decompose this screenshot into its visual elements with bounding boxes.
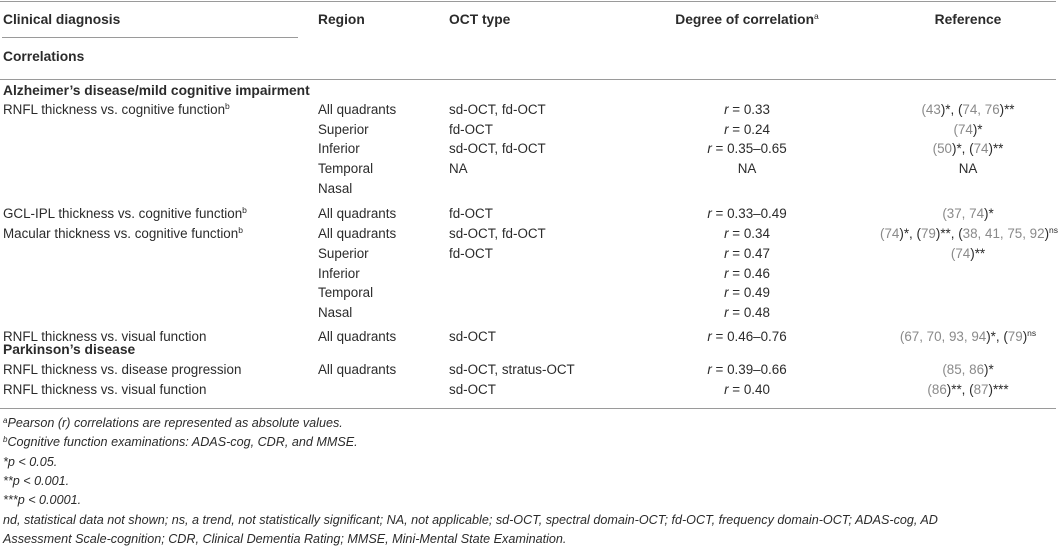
correlation-value: = 0.39–0.66 xyxy=(711,362,787,377)
cell-region: Superior xyxy=(318,121,369,137)
reference-citation[interactable]: ( xyxy=(927,381,932,397)
cell-region: All quadrants xyxy=(318,206,397,222)
cell-oct-type: NA xyxy=(449,161,468,177)
reference-citation[interactable]: 79 xyxy=(1007,328,1023,344)
reference-citation[interactable]: 86 xyxy=(931,381,947,397)
reference-punctuation: )* xyxy=(984,362,994,377)
table-bottom-rule xyxy=(0,408,1056,409)
footnote-text: Pearson (r) correlations are represented as absolute values. xyxy=(7,416,343,430)
correlation-symbol: r xyxy=(707,206,712,222)
cell-degree-of-correlation xyxy=(622,305,872,320)
footnote-mark: a xyxy=(3,416,8,425)
correlation-value: NA xyxy=(737,161,757,177)
reference-punctuation: )* xyxy=(972,121,983,137)
cell-degree-of-correlation xyxy=(622,226,872,241)
footnote-mark: b xyxy=(242,205,247,216)
cell-degree-of-correlation xyxy=(622,246,872,261)
cell-oct-type: fd-OCT xyxy=(449,245,493,261)
header-subrule xyxy=(2,37,298,38)
cell-degree-of-correlation xyxy=(622,285,872,300)
table-row xyxy=(0,102,1056,122)
reference-citation[interactable]: 79 xyxy=(920,226,936,242)
cell-region: Temporal xyxy=(318,161,374,177)
cell-degree-of-correlation xyxy=(622,122,872,137)
reference-citation[interactable]: 74 xyxy=(973,141,989,157)
reference-citation[interactable]: 43 xyxy=(925,102,941,117)
cell-oct-type: fd-OCT xyxy=(449,121,493,137)
cell-degree-of-correlation xyxy=(622,362,872,377)
correlation-label: RNFL thickness vs. cognitive function xyxy=(3,102,226,117)
cell-region: All quadrants xyxy=(318,362,397,377)
table-top-rule xyxy=(0,1,1056,2)
table-row xyxy=(0,206,1056,226)
correlation-value: = 0.47 xyxy=(728,245,770,261)
header-oct-type: OCT type xyxy=(449,12,511,27)
correlation-value: = 0.33–0.49 xyxy=(711,206,787,222)
section-title: Alzheimer’s disease/mild cognitive impairment xyxy=(3,83,310,98)
cell-oct-type: sd-OCT xyxy=(449,381,496,397)
reference-citation[interactable]: ( xyxy=(932,141,938,157)
correlation-value: = 0.40 xyxy=(728,381,770,397)
reference-citation[interactable]: ( xyxy=(950,245,956,261)
footnote xyxy=(3,455,57,469)
cell-region: Inferior xyxy=(318,265,360,281)
footnote xyxy=(3,513,938,527)
table-row xyxy=(0,141,1056,161)
cell-reference xyxy=(880,246,1056,261)
reference-citation[interactable]: ( xyxy=(942,206,947,222)
reference-punctuation: )* xyxy=(952,141,962,157)
cell-correlation xyxy=(3,362,241,377)
footnote-mark: b xyxy=(225,101,230,111)
correlation-label: RNFL thickness vs. visual function xyxy=(3,328,207,344)
cell-reference xyxy=(880,141,1056,156)
footnote xyxy=(3,493,81,507)
cell-reference xyxy=(880,161,1056,176)
reference-punctuation: )** xyxy=(935,226,951,242)
correlation-value: = 0.34 xyxy=(728,226,770,242)
header-degree-footnote-mark: a xyxy=(814,11,819,21)
cell-degree-of-correlation xyxy=(622,266,872,281)
footnote-mark: b xyxy=(238,225,243,236)
correlation-value: = 0.35–0.65 xyxy=(711,141,787,157)
cell-reference xyxy=(880,382,1056,397)
cell-reference xyxy=(880,329,1056,344)
cell-region: All quadrants xyxy=(318,328,397,344)
table-row xyxy=(0,226,1056,246)
table-row xyxy=(0,161,1056,181)
cell-region: Inferior xyxy=(318,141,360,157)
footnote xyxy=(3,416,343,430)
reference-citation[interactable]: 87 xyxy=(973,381,989,397)
cell-correlation xyxy=(3,226,243,241)
reference-punctuation: )* xyxy=(940,102,951,117)
cell-correlation xyxy=(3,206,247,221)
header-clinical-diagnosis: Clinical diagnosis xyxy=(3,12,121,27)
cell-oct-type: sd-OCT, fd-OCT xyxy=(449,226,546,242)
cell-oct-type: sd-OCT, fd-OCT xyxy=(449,102,546,117)
reference-punctuation: NA xyxy=(958,161,978,177)
reference-citation[interactable]: 85, 86 xyxy=(946,362,985,377)
footnote xyxy=(3,435,358,449)
header-reference: Reference xyxy=(934,12,1002,27)
reference-citation[interactable]: 74 xyxy=(884,226,900,242)
cell-reference xyxy=(880,102,1056,117)
footnote xyxy=(3,474,69,488)
correlation-value: = 0.33 xyxy=(728,102,770,117)
reference-citation[interactable]: 38, 41, 75, 92 xyxy=(962,226,1045,242)
table-row xyxy=(0,122,1056,142)
cell-oct-type: sd-OCT, stratus-OCT xyxy=(449,362,575,377)
table-row xyxy=(0,181,1056,201)
correlation-symbol: r xyxy=(724,102,729,117)
reference-punctuation: , ( xyxy=(950,102,963,117)
correlation-symbol: r xyxy=(707,328,712,344)
correlation-value: = 0.46 xyxy=(728,265,770,281)
table-row xyxy=(0,246,1056,266)
correlation-label: RNFL thickness vs. disease progression xyxy=(3,362,242,377)
section-title: Parkinson’s disease xyxy=(3,342,136,357)
reference-citation[interactable]: ( xyxy=(942,362,947,377)
reference-citation[interactable]: ( xyxy=(880,226,885,242)
footnote-text: ***p < 0.0001. xyxy=(3,493,82,508)
correlation-symbol: r xyxy=(724,265,729,281)
reference-citation[interactable]: 37, 74 xyxy=(946,206,985,222)
reference-punctuation: )** xyxy=(970,245,986,261)
table-row xyxy=(0,285,1056,305)
header-degree-of-correlation xyxy=(622,12,872,27)
reference-citation[interactable]: ( xyxy=(953,121,958,137)
reference-punctuation: ) xyxy=(1022,328,1028,344)
correlation-symbol: r xyxy=(724,381,729,397)
correlation-symbol: r xyxy=(724,285,729,301)
footnote-text: *p < 0.05. xyxy=(3,454,58,469)
cell-reference xyxy=(880,362,1056,377)
cell-degree-of-correlation xyxy=(622,141,872,156)
cell-oct-type: fd-OCT xyxy=(449,206,493,222)
cell-degree-of-correlation xyxy=(622,206,872,221)
footnote xyxy=(3,532,566,546)
cell-oct-type: sd-OCT, fd-OCT xyxy=(449,141,546,157)
header-region: Region xyxy=(318,12,365,27)
significance-mark: ns xyxy=(1049,225,1058,236)
reference-punctuation: )*** xyxy=(988,381,1009,397)
cell-region: Nasal xyxy=(318,180,353,196)
correlation-symbol: r xyxy=(724,121,729,137)
cell-region: Temporal xyxy=(318,285,374,301)
reference-punctuation: , ( xyxy=(961,381,974,397)
cell-correlation xyxy=(3,382,206,397)
cell-region: Superior xyxy=(318,245,369,261)
correlation-value: = 0.48 xyxy=(728,304,770,320)
reference-punctuation: , ( xyxy=(995,328,1008,344)
correlation-symbol: r xyxy=(724,245,729,261)
correlation-value: = 0.46–0.76 xyxy=(711,328,787,344)
cell-reference xyxy=(880,206,1056,221)
reference-citation[interactable]: 50 xyxy=(937,141,952,157)
correlation-label: RNFL thickness vs. visual function xyxy=(3,381,207,397)
cell-degree-of-correlation xyxy=(622,382,872,397)
reference-punctuation: )* xyxy=(984,206,994,222)
header-bottom-rule xyxy=(0,79,1056,80)
cell-correlation xyxy=(3,102,230,117)
cell-region: All quadrants xyxy=(318,102,397,117)
correlation-label: GCL-IPL thickness vs. cognitive function xyxy=(3,206,243,222)
reference-punctuation: )** xyxy=(988,141,1004,157)
cell-region: Nasal xyxy=(318,304,353,320)
correlation-value: = 0.24 xyxy=(728,121,770,137)
correlation-label: Macular thickness vs. cognitive function xyxy=(3,226,239,242)
table-row xyxy=(0,382,1056,402)
footnote-text: **p < 0.001. xyxy=(3,473,70,488)
reference-punctuation: , ( xyxy=(950,226,963,242)
reference-punctuation: , ( xyxy=(909,226,921,242)
header-correlations: Correlations xyxy=(3,49,85,64)
reference-citation[interactable]: ( xyxy=(899,328,905,344)
significance-mark: ns xyxy=(1027,327,1037,338)
reference-punctuation: )* xyxy=(899,226,910,242)
reference-punctuation: , ( xyxy=(961,141,974,157)
reference-citation[interactable]: 74 xyxy=(957,121,973,137)
reference-punctuation: ) xyxy=(1044,226,1050,242)
cell-degree-of-correlation xyxy=(622,161,872,176)
header-degree-label: Degree of correlation xyxy=(675,12,815,27)
footnote-text: nd, statistical data not shown; ns, a trend, not statistically significant; NA, not applicable; sd-OCT, spectral domain-OCT; fd-OCT, frequency domain-OCT; ADAS-cog, AD xyxy=(3,512,938,527)
cell-region: All quadrants xyxy=(318,226,397,242)
footnote-text: Assessment Scale-cognition; CDR, Clinical Dementia Rating; MMSE, Mini-Mental State Examination. xyxy=(3,531,567,546)
reference-citation[interactable]: 74 xyxy=(955,245,971,261)
reference-punctuation: )* xyxy=(986,328,996,344)
reference-citation[interactable]: 74, 76 xyxy=(962,102,1000,117)
cell-reference xyxy=(880,226,1056,241)
correlation-symbol: r xyxy=(707,362,712,377)
table-row xyxy=(0,266,1056,286)
correlation-symbol: r xyxy=(724,226,729,242)
footnote-text: Cognitive function examinations: ADAS-cog, CDR, and MMSE. xyxy=(7,435,358,450)
reference-punctuation: )** xyxy=(946,381,962,397)
cell-oct-type: sd-OCT xyxy=(449,328,496,344)
cell-degree-of-correlation xyxy=(622,102,872,117)
table-row xyxy=(0,329,1056,349)
footnote-mark: b xyxy=(3,435,8,445)
cell-degree-of-correlation xyxy=(622,329,872,344)
correlation-symbol: r xyxy=(724,304,729,320)
correlation-symbol: r xyxy=(707,141,712,157)
cell-reference xyxy=(880,122,1056,137)
correlation-value: = 0.49 xyxy=(728,285,770,301)
reference-citation[interactable]: 67, 70, 93, 94 xyxy=(904,328,987,344)
table-row xyxy=(0,362,1056,382)
reference-punctuation: )** xyxy=(999,102,1015,117)
reference-citation[interactable]: ( xyxy=(921,102,926,117)
table-row xyxy=(0,305,1056,325)
